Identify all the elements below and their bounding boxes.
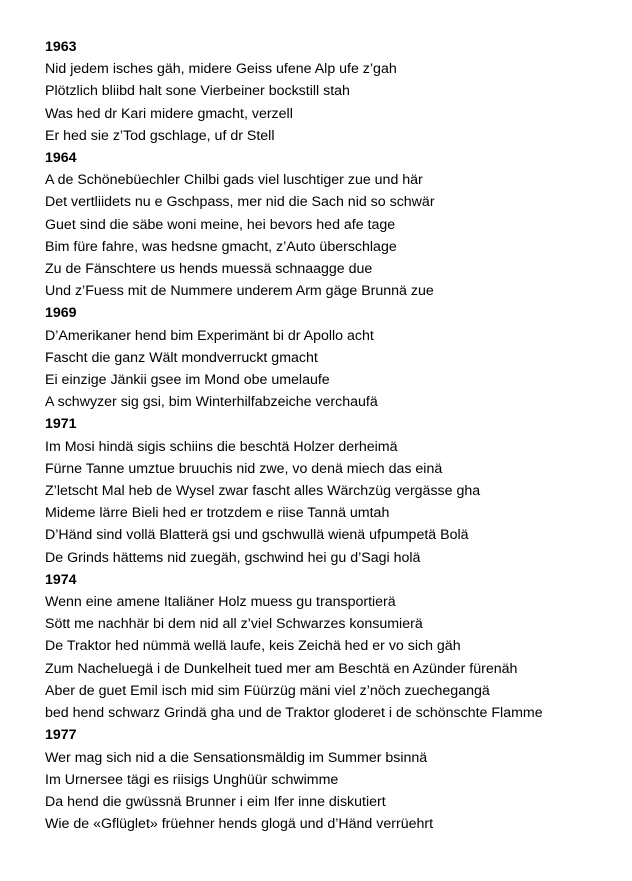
verse-line: Im Mosi hindä sigis schiins die beschtä Holzer derheimä bbox=[45, 438, 398, 455]
verse-line: De Grinds hättems nid zuegäh, gschwind hei gu d’Sagi holä bbox=[45, 549, 421, 566]
year-heading: 1964 bbox=[45, 150, 77, 167]
verse-line: Mideme lärre Bieli hed er trotzdem e riise Tannä umtah bbox=[45, 505, 390, 522]
verse-line: Was hed dr Kari midere gmacht, verzell bbox=[45, 105, 293, 122]
verse-line: bed hend schwarz Grindä gha und de Traktor gloderet i de schönschte Flamme bbox=[45, 705, 543, 722]
verse-line: Wenn eine amene Italiäner Holz muess gu transportierä bbox=[45, 594, 396, 611]
verse-line: Nid jedem isches gäh, midere Geiss ufene Alp ufe z’gah bbox=[45, 61, 397, 78]
verse-line: A schwyzer sig gsi, bim Winterhilfabzeiche verchaufä bbox=[45, 394, 378, 411]
year-heading: 1963 bbox=[45, 39, 77, 55]
verse-line: D’Händ sind vollä Blatterä gsi und gschwullä wienä ufpumpetä Bolä bbox=[45, 527, 469, 544]
verse-line: Er hed sie z’Tod gschlage, uf dr Stell bbox=[45, 127, 275, 144]
verse-line: Sött me nachhär bi dem nid all z’viel Schwarzes konsumierä bbox=[45, 616, 423, 633]
verse-line: Ei einzige Jänkii gsee im Mond obe umelaufe bbox=[45, 372, 330, 389]
verse-line: Fürne Tanne umztue bruuchis nid zwe, vo denä miech das einä bbox=[45, 460, 443, 477]
verse-line: Fascht die ganz Wält mondverruckt gmacht bbox=[45, 349, 318, 366]
verse-line: Z’letscht Mal heb de Wysel zwar fascht alles Wärchzüg vergässe gha bbox=[45, 483, 481, 500]
year-heading: 1971 bbox=[45, 416, 77, 433]
year-heading: 1969 bbox=[45, 305, 77, 322]
verse-line: D’Amerikaner hend bim Experimänt bi dr Apollo acht bbox=[45, 327, 374, 344]
verse-line: Zu de Fänschtere us hends muessä schnaagge due bbox=[45, 261, 373, 278]
document-body bbox=[45, 36, 625, 835]
year-heading: 1977 bbox=[45, 727, 77, 744]
verse-line: Und z’Fuess mit de Nummere underem Arm gäge Brunnä zue bbox=[45, 283, 434, 300]
verse-line: Im Urnersee tägi es riisigs Unghüür schwimme bbox=[45, 771, 339, 788]
verse-line: Wie de «Gflüglet» früehner hends glogä und d’Händ verrüehrt bbox=[45, 816, 434, 833]
verse-line: Guet sind die säbe woni meine, hei bevors hed afe tage bbox=[45, 216, 396, 233]
verse-line: Bim füre fahre, was hedsne gmacht, z’Auto überschlage bbox=[45, 238, 397, 255]
year-heading: 1974 bbox=[45, 571, 77, 588]
verse-line: Zum Nacheluegä i de Dunkelheit tued mer am Beschtä en Azünder fürenäh bbox=[45, 660, 518, 677]
verse-line: Plötzlich bliibd halt sone Vierbeiner bockstill stah bbox=[45, 83, 350, 100]
verse-line: Da hend die gwüssnä Brunner i eim Ifer inne diskutiert bbox=[45, 793, 386, 810]
verse-line: Wer mag sich nid a die Sensationsmäldig im Summer bsinnä bbox=[45, 749, 428, 766]
verse-line: Det vertliidets nu e Gschpass, mer nid die Sach nid so schwär bbox=[45, 194, 435, 211]
verse-line: De Traktor hed nümmä wellä laufe, keis Zeichä hed er vo sich gäh bbox=[45, 638, 461, 655]
verse-line: A de Schönebüechler Chilbi gads viel luschtiger zue und här bbox=[45, 172, 423, 189]
verse-line: Aber de guet Emil isch mid sim Füürzüg mäni viel z’nöch zuechegangä bbox=[45, 682, 490, 699]
